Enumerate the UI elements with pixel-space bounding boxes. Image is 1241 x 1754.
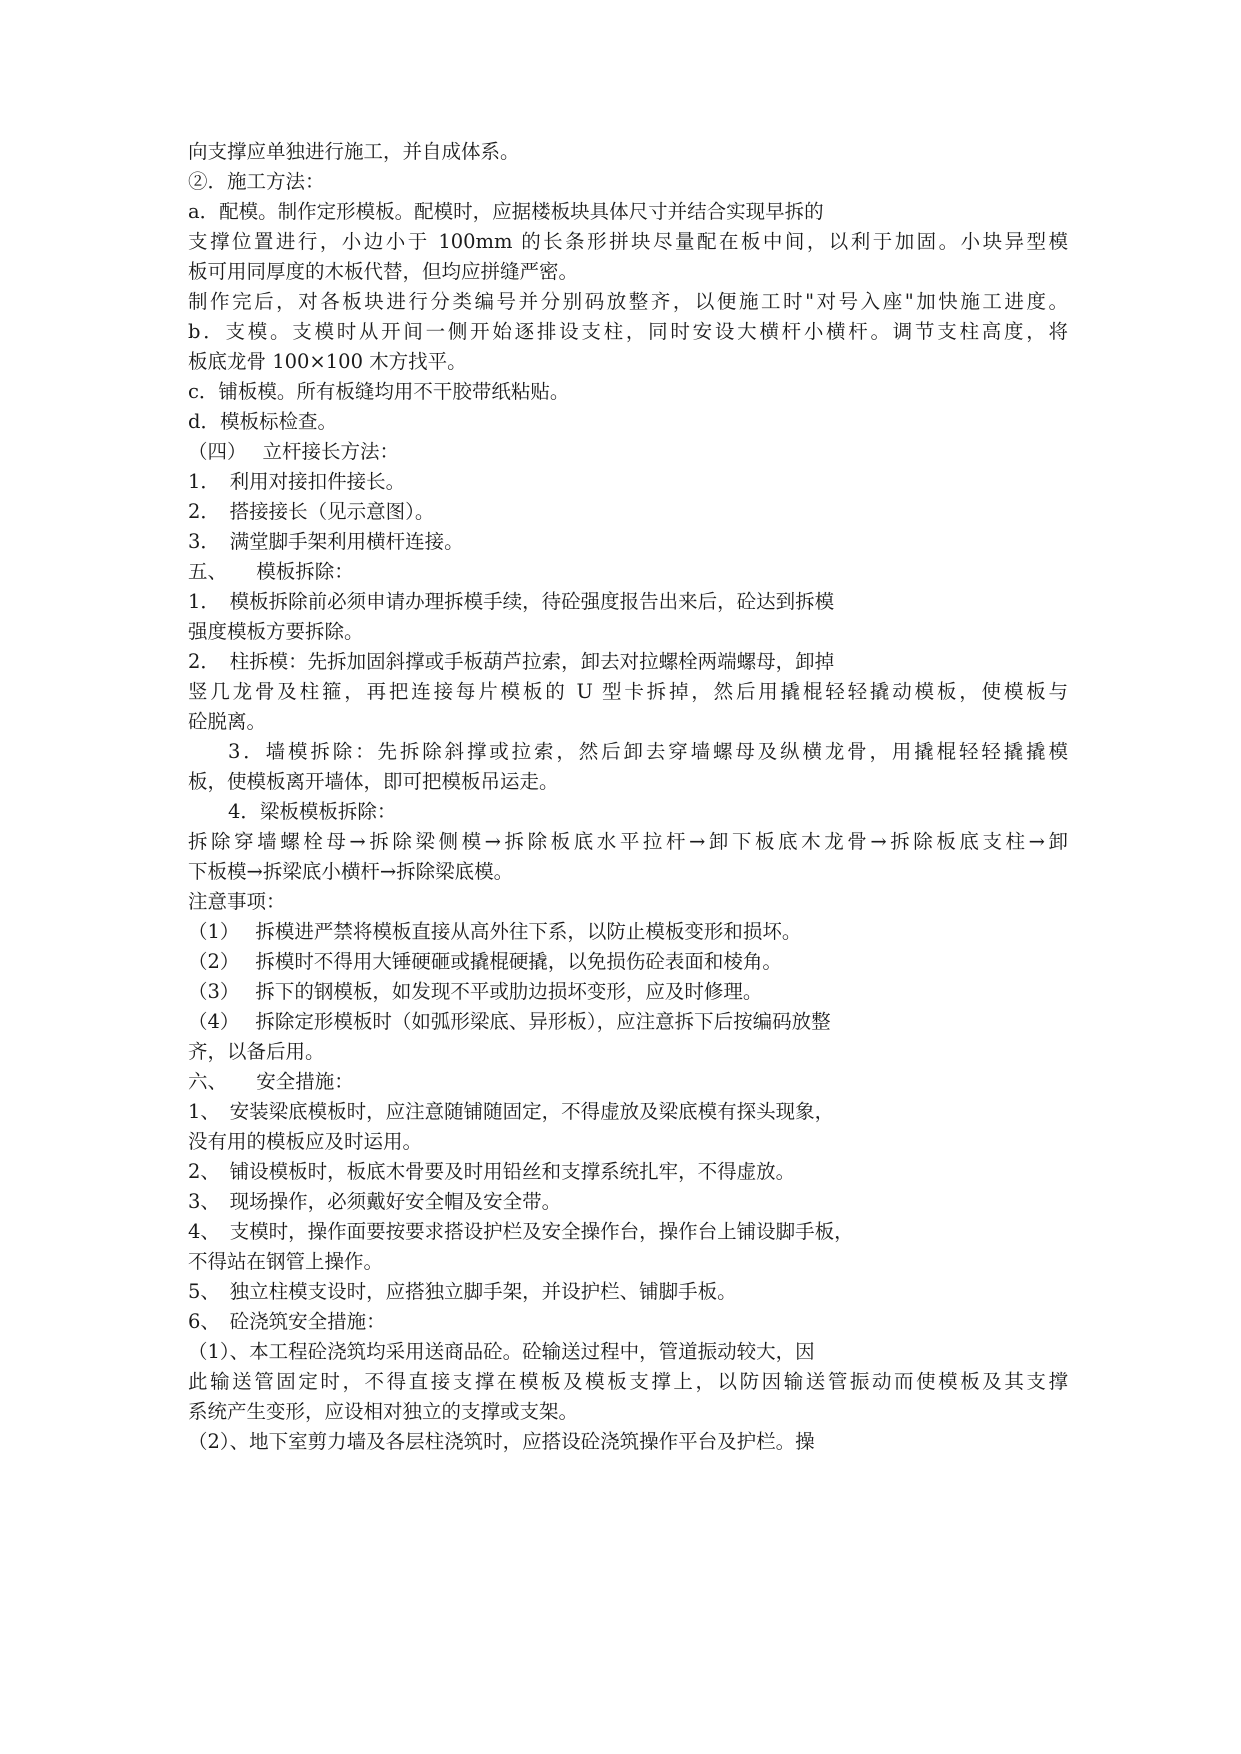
- text-line: （2） 拆模时不得用大锤硬砸或撬棍硬撬，以免损伤砼表面和棱角。: [188, 950, 782, 973]
- text-line: （4） 拆除定形模板时（如弧形梁底、异形板），应注意拆下后按编码放整: [188, 1010, 831, 1033]
- text-line: a．配模。制作定形模板。配模时，应据楼板块具体尺寸并结合实现早拆的: [188, 200, 824, 223]
- text-line: 板可用同厚度的木板代替，但均应拼缝严密。: [188, 260, 579, 283]
- text-line: 不得站在钢管上操作。: [188, 1250, 384, 1273]
- text-line: 2、 铺设模板时，板底木骨要及时用铅丝和支撑系统扎牢，不得虚放。: [188, 1160, 796, 1183]
- text-line: 3． 满堂脚手架利用横杆连接。: [188, 530, 464, 553]
- text-line: 此输送管固定时，不得直接支撑在模板及模板支撑上，以防因输送管振动而使模板及其支撑: [188, 1370, 1068, 1393]
- text-line: 1、 安装梁底模板时，应注意随铺随固定，不得虚放及梁底模有探头现象，: [188, 1100, 835, 1123]
- text-line: 3．墙模拆除：先拆除斜撑或拉索，然后卸去穿墙螺母及纵横龙骨，用撬棍轻轻撬撬模: [228, 740, 1068, 763]
- text-line: 支撑位置进行，小边小于 100mm 的长条形拼块尽量配在板中间，以利于加固。小块异型模: [188, 230, 1068, 253]
- section-heading: 注意事项：: [188, 890, 286, 913]
- text-line: 4．梁板模板拆除：: [228, 800, 397, 823]
- text-line: 4、 支模时，操作面要按要求搭设护栏及安全操作台，操作台上铺设脚手板，: [188, 1220, 854, 1243]
- text-line: 2． 柱拆模：先拆加固斜撑或手板葫芦拉索，卸去对拉螺栓两端螺母，卸掉: [188, 650, 835, 673]
- text-line: 没有用的模板应及时运用。: [188, 1130, 423, 1153]
- text-line: ②．施工方法：: [188, 170, 325, 193]
- text-line: 系统产生变形，应设相对独立的支撑或支架。: [188, 1400, 579, 1423]
- text-line: 1． 利用对接扣件接长。: [188, 470, 406, 493]
- text-line: （1） 拆模进严禁将模板直接从高外往下系，以防止模板变形和损坏。: [188, 920, 802, 943]
- text-line: （1）、本工程砼浇筑均采用送商品砼。砼输送过程中，管道振动较大，因: [188, 1340, 815, 1363]
- section-heading: 六、 安全措施：: [188, 1070, 354, 1093]
- text-line: 拆除穿墙螺栓母→拆除梁侧模→拆除板底水平拉杆→卸下板底木龙骨→拆除板底支柱→卸: [188, 830, 1068, 853]
- text-line: 强度模板方要拆除。: [188, 620, 364, 643]
- text-line: 板，使模板离开墙体，即可把模板吊运走。: [188, 770, 559, 793]
- text-line: 2． 搭接接长（见示意图）。: [188, 500, 435, 523]
- text-line: d．模板标检查。: [188, 410, 337, 433]
- text-line: 齐，以备后用。: [188, 1040, 325, 1063]
- section-heading: （四） 立杆接长方法：: [188, 440, 399, 463]
- text-line: c．铺板模。所有板缝均用不干胶带纸粘贴。: [188, 380, 570, 403]
- text-line: （2）、地下室剪力墙及各层柱浇筑时，应搭设砼浇筑操作平台及护栏。操: [188, 1430, 815, 1453]
- text-line: 向支撑应单独进行施工，并自成体系。: [188, 140, 520, 163]
- text-line: 1． 模板拆除前必须申请办理拆模手续，待砼强度报告出来后，砼达到拆模: [188, 590, 835, 613]
- text-line: 制作完后，对各板块进行分类编号并分别码放整齐，以便施工时"对号入座"加快施工进度。: [188, 290, 1068, 313]
- text-line: b．支模。支模时从开间一侧开始逐排设支柱，同时安设大横杆小横杆。调节支柱高度，将: [188, 320, 1068, 343]
- text-line: 5、 独立柱模支设时，应搭独立脚手架，并设护栏、铺脚手板。: [188, 1280, 737, 1303]
- text-line: 下板模→拆梁底小横杆→拆除梁底模。: [188, 860, 514, 883]
- text-line: 6、 砼浇筑安全措施：: [188, 1310, 386, 1333]
- section-heading: 五、 模板拆除：: [188, 560, 354, 583]
- text-line: （3） 拆下的钢模板，如发现不平或肋边损坏变形，应及时修理。: [188, 980, 763, 1003]
- text-line: 板底龙骨 100×100 木方找平。: [188, 350, 467, 373]
- text-line: 竖几龙骨及柱箍，再把连接每片模板的 U 型卡拆掉，然后用撬棍轻轻撬动模板，使模板与: [188, 680, 1068, 703]
- text-line: 3、 现场操作，必须戴好安全帽及安全带。: [188, 1190, 562, 1213]
- text-line: 砼脱离。: [188, 710, 267, 733]
